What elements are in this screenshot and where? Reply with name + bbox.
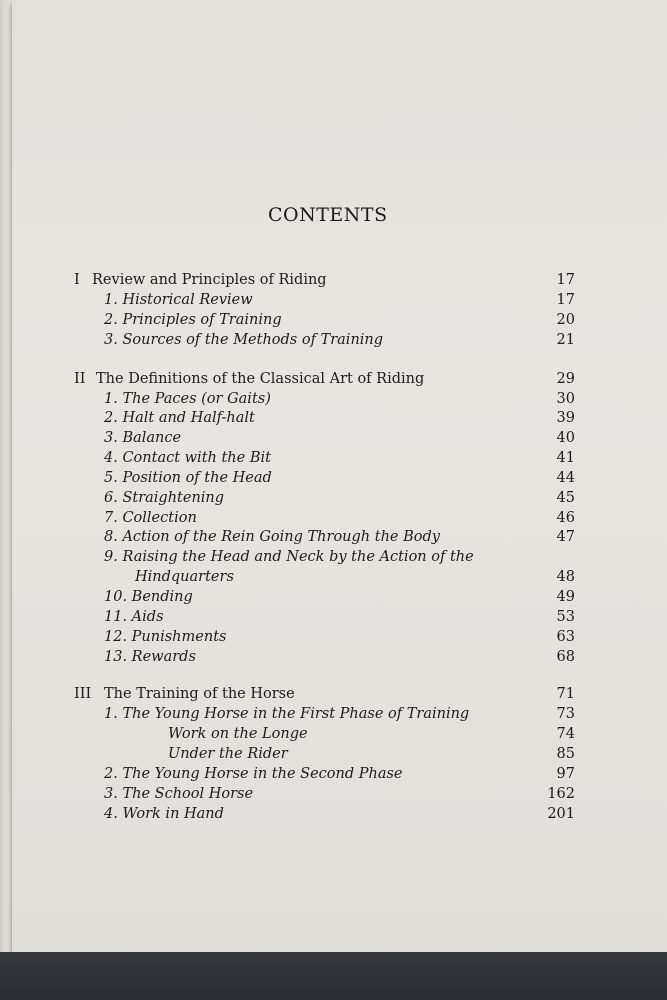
entry-page: 41 (556, 450, 575, 466)
toc-entry (12, 470, 667, 490)
entry-label: Under the Rider (168, 746, 288, 762)
toc-entry (12, 510, 667, 530)
entry-page: 68 (556, 649, 575, 665)
toc-entry (12, 490, 667, 510)
toc-entry (12, 292, 667, 312)
entry-number: 3. (104, 332, 118, 348)
entry-number: 3. (104, 786, 118, 802)
entry-label: Position of the Head (122, 470, 272, 486)
toc-section (12, 686, 667, 706)
entry-page: 21 (556, 332, 575, 348)
entry-label: Raising the Head and Neck by the Action of the (122, 549, 474, 565)
entry-page: 201 (547, 806, 575, 822)
entry-number: 7. (104, 510, 118, 526)
entry-label: Rewards (131, 649, 196, 665)
entry-label: Punishments (131, 629, 227, 645)
entry-number: 9. (104, 549, 118, 565)
entry-page: 30 (556, 391, 575, 407)
toc-entry (12, 450, 667, 470)
entry-number: 12. (104, 629, 128, 645)
entry-page: 45 (556, 490, 575, 506)
entry-number: 8. (104, 529, 118, 545)
entry-label: The Paces (or Gaits) (122, 391, 271, 407)
toc-entry (12, 410, 667, 430)
entry-number: 2. (104, 410, 118, 426)
entry-page: 44 (556, 470, 575, 486)
entry-page: 47 (556, 529, 575, 545)
toc-entry (12, 430, 667, 450)
entry-label: The School Horse (122, 786, 254, 802)
section-title: The Definitions of the Classical Art of Riding (96, 371, 425, 387)
entry-number: 1. (104, 706, 118, 722)
entry-number: 2. (104, 312, 118, 328)
entry-page: 17 (556, 292, 575, 308)
toc-entry (12, 649, 667, 669)
entry-page: 74 (556, 726, 575, 742)
entry-label: Aids (131, 609, 164, 625)
entry-page: 40 (556, 430, 575, 446)
entry-number: 2. (104, 766, 118, 782)
toc-entry (12, 786, 667, 806)
toc-entry (12, 609, 667, 629)
section-title: The Training of the Horse (104, 686, 295, 702)
toc-entry (12, 806, 667, 826)
section-title: Review and Principles of Riding (92, 272, 327, 288)
toc-entry (12, 549, 667, 569)
entry-page: 48 (556, 569, 575, 585)
entry-label: Contact with the Bit (122, 450, 271, 466)
toc-entry (12, 766, 667, 786)
section-page: 17 (556, 272, 575, 288)
section-numeral: II (74, 371, 86, 387)
entry-page: 63 (556, 629, 575, 645)
book-page (12, 0, 667, 952)
entry-page: 39 (556, 410, 575, 426)
entry-page: 46 (556, 510, 575, 526)
entry-page: 162 (547, 786, 575, 802)
entry-number: 1. (104, 391, 118, 407)
entry-label: Bending (131, 589, 193, 605)
entry-label: Action of the Rein Going Through the Body (122, 529, 440, 545)
desk-surface (0, 952, 667, 1000)
toc-entry (12, 629, 667, 649)
entry-number: 10. (104, 589, 128, 605)
entry-number: 5. (104, 470, 118, 486)
entry-page: 97 (556, 766, 575, 782)
section-numeral: I (74, 272, 80, 288)
toc-entry-continuation (12, 569, 667, 589)
entry-number: 11. (104, 609, 128, 625)
toc-subentry (12, 726, 667, 746)
toc-entry (12, 312, 667, 332)
toc-entry (12, 706, 667, 726)
entry-label: Sources of the Methods of Training (122, 332, 384, 348)
entry-label: The Young Horse in the First Phase of Training (122, 706, 470, 722)
entry-label: Historical Review (122, 292, 253, 308)
entry-page: 20 (556, 312, 575, 328)
entry-page: 85 (556, 746, 575, 762)
entry-number: 13. (104, 649, 128, 665)
toc-entry (12, 391, 667, 411)
entry-label: Halt and Half-halt (122, 410, 255, 426)
entry-label: The Young Horse in the Second Phase (122, 766, 403, 782)
entry-label: Straightening (122, 490, 225, 506)
entry-page: 49 (556, 589, 575, 605)
page-title: CONTENTS (268, 204, 388, 226)
toc-section (12, 371, 667, 391)
section-page: 29 (556, 371, 575, 387)
entry-page: 73 (556, 706, 575, 722)
entry-label: Hindquarters (135, 569, 234, 585)
entry-label: Collection (122, 510, 197, 526)
toc-entry (12, 332, 667, 352)
entry-page: 53 (556, 609, 575, 625)
section-page: 71 (556, 686, 575, 702)
entry-number: 6. (104, 490, 118, 506)
entry-number: 4. (104, 806, 118, 822)
entry-number: 4. (104, 450, 118, 466)
toc-subentry (12, 746, 667, 766)
entry-number: 3. (104, 430, 118, 446)
section-numeral: III (74, 686, 92, 702)
entry-number: 1. (104, 292, 118, 308)
toc-entry (12, 529, 667, 549)
toc-section (12, 272, 667, 292)
entry-label: Work in Hand (122, 806, 224, 822)
entry-label: Work on the Longe (168, 726, 308, 742)
toc-entry (12, 589, 667, 609)
entry-label: Principles of Training (122, 312, 282, 328)
entry-label: Balance (122, 430, 182, 446)
